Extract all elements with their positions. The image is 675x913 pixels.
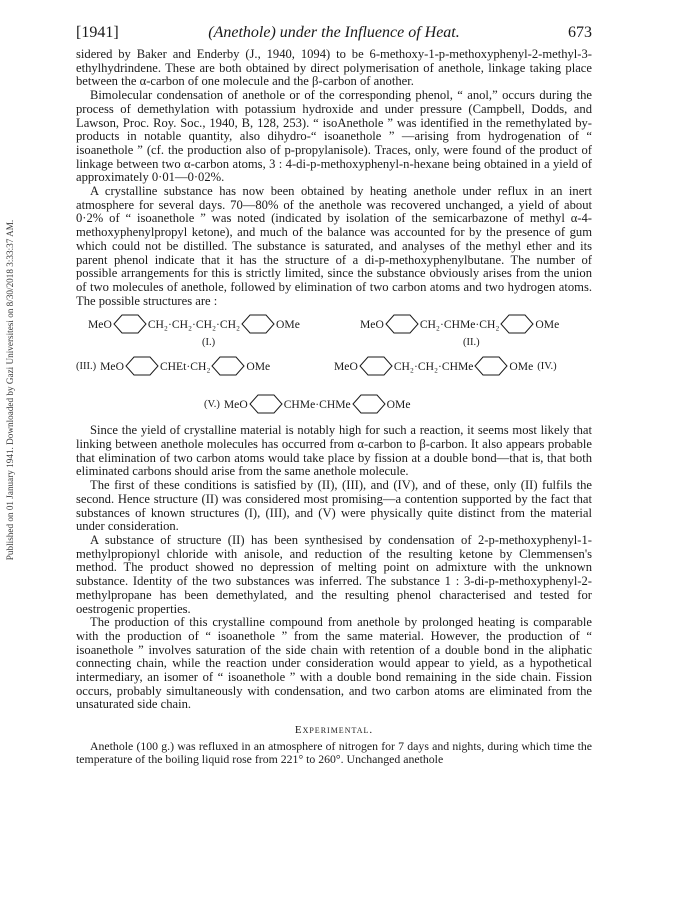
paragraph-8: Anethole (100 g.) was refluxed in an atmosphere of nitrogen for 7 days and nights, during which time the temperature of the boiling liquid rose from 221° to 260°. Unchanged anethole [76, 739, 592, 767]
structure-5-label: (V.) [204, 398, 220, 410]
paragraph-6: A substance of structure (II) has been synthesised by condensation of 2-p-methoxyphenyl-1-methylpropionyl chloride with anisole, and reduction of the resulting ketone by Clemmensen's method. The product showed no depression of melting point on admixture with the unknown substance. Identity of the two substances was inferred. The substance 1 : 3-di-p-methoxyphenyl-2-methylpropane has been demethylated, and the resulting phenol characterised and tested for oestrogenic properties. [76, 532, 592, 616]
running-header [76, 22, 592, 48]
structure-5-right: OMe [386, 397, 411, 411]
structure-2 [360, 314, 559, 334]
structure-1-label: (I.) [202, 337, 216, 349]
benzene-ring-icon [351, 394, 387, 414]
structure-3-chain: CHEt·CH₂ [159, 359, 211, 373]
structure-4-label: (IV.) [537, 360, 557, 372]
structure-2-chain: CH₂·CHMe·CH₂ [419, 317, 500, 331]
structure-5 [204, 394, 411, 414]
structure-1-chain: CH₂·CH₂·CH₂·CH₂ [147, 317, 241, 331]
download-watermark [4, 150, 16, 630]
paragraph-3: A crystalline substance has now been obtained by heating anethole under reflux in an inert atmosphere for several days. 70—80% of the anethole was recovered unchanged, a yield of about 0·2% of “ isoanethole ” was noted (indicated by isolation of the semicarbazone of methyl α-4-methoxyphenylpropyl ketone), and much of the balance was accounted for by the presence of gum which could not be distilled. The substance is saturated, and analyses of the methyl ether and its parent phenol indicate that it has the structure of a di-p-methoxyphenylbutane. The number of possible arrangements for this is strictly limited, since the substance obviously arises from the union of two molecules of anethole, followed by elimination of two carbon atoms and two hydrogen atoms. The possible structures are : [76, 184, 592, 308]
benzene-ring-icon [358, 356, 394, 376]
structure-4-chain: CH₂·CH₂·CHMe [393, 359, 474, 373]
benzene-ring-icon [248, 394, 284, 414]
structure-1 [88, 314, 300, 334]
structure-1-left: MeO [88, 317, 112, 331]
benzene-ring-icon [240, 314, 276, 334]
benzene-ring-icon [124, 356, 160, 376]
structure-5-chain: CHMe·CHMe [283, 397, 351, 411]
benzene-ring-icon [473, 356, 509, 376]
structure-4 [334, 356, 557, 376]
structure-3 [76, 356, 270, 376]
structure-3-left: MeO [100, 359, 124, 373]
structure-1-right: OMe [276, 317, 300, 331]
paragraph-5: The first of these conditions is satisfied by (II), (III), and (IV), and of these, only (II) fulfils the second. Hence structure (II) was considered most promising—a contention supported by the fact that substances of known structures (I), (III), and (V) were physically quite distinct from the material under consideration. [76, 478, 592, 534]
paragraph-1: sidered by Baker and Enderby (J., 1940, 1094) to be 6-methoxy-1-p-methoxyphenyl-2-methyl-3-ethylhydrindene. These are both obtained by direct polymerisation of anethole, linkage taking place between the α-carbon of one molecule and the β-carbon of another. [76, 47, 592, 89]
download-watermark-text: Published on 01 January 1941. Downloaded by Gazi Universitesi on 8/30/2018 3:33:37 AM. [5, 219, 15, 561]
benzene-ring-icon [384, 314, 420, 334]
structure-4-left: MeO [334, 359, 358, 373]
paragraph-4: Since the yield of crystalline material is notably high for such a reaction, it seems most likely that linking between anethole molecules has occurred from α-carbon to β-carbon. It also appears probable that elimination of two carbon atoms would take place by fission at a double bond—that is, that both eliminated carbons should arise from the same anethole molecule. [76, 423, 592, 479]
structure-2-label: (II.) [463, 337, 480, 349]
structure-4-right: OMe [509, 359, 534, 373]
benzene-ring-icon [112, 314, 148, 334]
structure-3-label: (III.) [76, 360, 97, 372]
benzene-ring-icon [210, 356, 246, 376]
structural-formulae [76, 310, 592, 422]
structure-2-left: MeO [360, 317, 384, 331]
header-year: [1941] [76, 24, 119, 41]
section-heading-experimental: Experimental. [294, 724, 374, 737]
paragraph-2: Bimolecular condensation of anethole or of the corresponding phenol, “ anol,” occurs during the process of demethylation with potassium hydroxide and under pressure (Campbell, Dodds, and Lawson, Proc. Roy. Soc., 1940, B, 128, 253). “ isoAnethole ” was identified in the remethylated by-products in notable quantity, also dihydro-“ isoanethole ” —arising from hydrogenation of “ isoanethole ” (cf. the production also of p-propylanisole). Traces, only, were found of the product of linkage between two α-carbon atoms, 3 : 4-di-p-methoxyphenyl-n-hexane being obtained in a yield of approximately 0·01—0·02%. [76, 88, 592, 185]
page [76, 22, 592, 766]
page-number: 673 [568, 24, 592, 41]
structure-5-left: MeO [223, 397, 248, 411]
header-title: (Anethole) under the Influence of Heat. [208, 24, 460, 41]
paragraph-7: The production of this crystalline compound from anethole by prolonged heating is comparable with the production of “ isoanethole ” from the same material. However, the production of “ isoanethole ” involves saturation of the side chain with retention of a double bond in the aliphatic connecting chain, while the reaction under consideration would appear to yield, as a hypothetical intermediary, an isomer of “ isoanethole ” with a double bond remaining in the side chain. Fission occurs, probably simultaneously with condensation, and two carbon atoms are eliminated from the unsaturated side chain. [76, 615, 592, 712]
structure-2-right: OMe [535, 317, 560, 331]
benzene-ring-icon [499, 314, 535, 334]
structure-3-right: OMe [246, 359, 271, 373]
